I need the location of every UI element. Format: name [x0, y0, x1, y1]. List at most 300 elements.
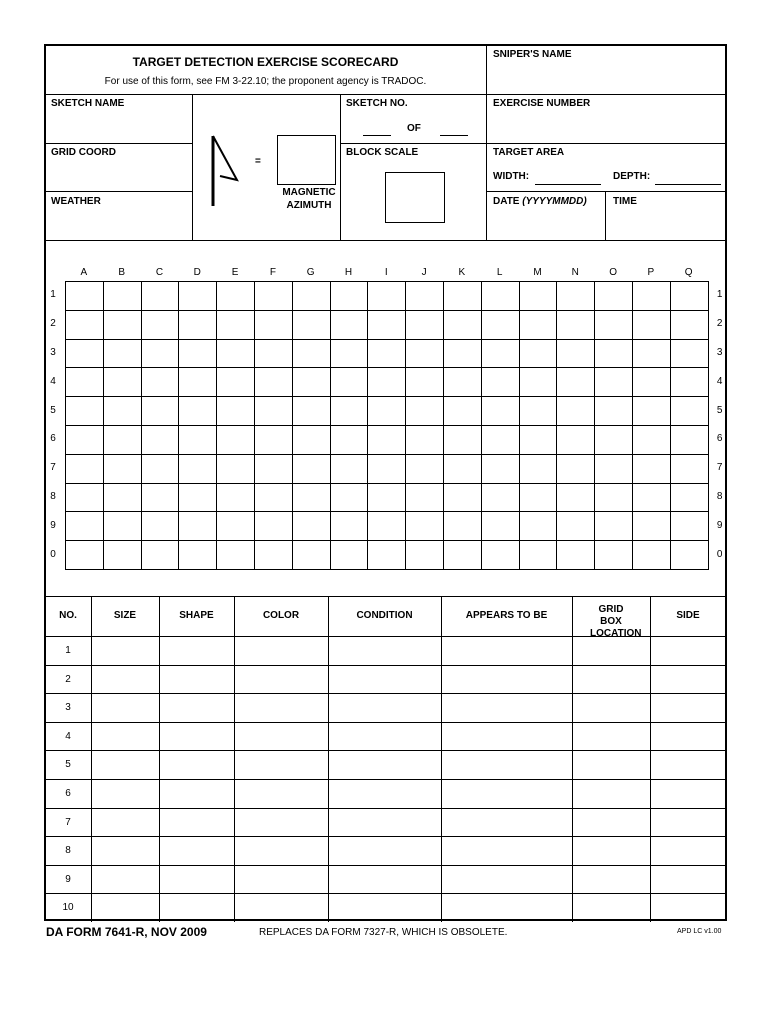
grid-cell[interactable]	[66, 368, 102, 395]
grid-cell[interactable]	[104, 368, 140, 395]
table-cell-input[interactable]	[160, 723, 233, 750]
grid-cell[interactable]	[482, 340, 518, 367]
sketch-of-field[interactable]	[440, 135, 468, 136]
sketch-name-field[interactable]	[47, 110, 190, 141]
grid-cell[interactable]	[66, 484, 102, 511]
grid-cell[interactable]	[633, 484, 669, 511]
grid-cell[interactable]	[633, 455, 669, 482]
table-row-number: 1	[65, 645, 71, 656]
table-cell-input[interactable]	[651, 637, 725, 664]
grid-cell[interactable]	[671, 455, 707, 482]
grid-cell[interactable]	[482, 455, 518, 482]
table-cell-input[interactable]	[92, 637, 158, 664]
grid-cell[interactable]	[557, 282, 593, 309]
grid-row-label-right: 7	[716, 462, 723, 474]
table-cell-input[interactable]	[442, 866, 571, 893]
table-cell-input[interactable]	[235, 894, 327, 921]
grid-cell[interactable]	[66, 512, 102, 539]
grid-cell[interactable]	[520, 282, 556, 309]
grid-cell[interactable]	[142, 426, 178, 453]
divider	[605, 191, 606, 240]
table-cell-input[interactable]	[651, 809, 725, 836]
grid-cell[interactable]	[595, 512, 631, 539]
snipers-name-field[interactable]	[488, 62, 724, 92]
grid-cell[interactable]	[406, 340, 442, 367]
grid-cell[interactable]	[671, 397, 707, 424]
grid-cell[interactable]	[406, 282, 442, 309]
grid-row-label-left: 7	[50, 462, 56, 474]
divider	[45, 240, 726, 241]
grid-cell[interactable]	[142, 512, 178, 539]
time-field[interactable]	[607, 208, 724, 238]
grid-cell[interactable]	[595, 340, 631, 367]
table-header-cell: COLOR	[262, 610, 300, 621]
grid-cell[interactable]	[104, 340, 140, 367]
grid-cell[interactable]	[406, 397, 442, 424]
grid-coord-label: GRID COORD	[51, 147, 116, 158]
grid-cell[interactable]	[368, 541, 404, 568]
table-cell-input[interactable]	[329, 866, 440, 893]
grid-cell[interactable]	[671, 484, 707, 511]
table-cell-input[interactable]	[160, 751, 233, 778]
grid-cell[interactable]	[595, 368, 631, 395]
grid-cell[interactable]	[293, 311, 329, 338]
grid-cell[interactable]	[293, 368, 329, 395]
grid-cell[interactable]	[217, 426, 253, 453]
grid-row-label-right: 8	[716, 491, 723, 502]
grid-cell[interactable]	[444, 426, 480, 453]
grid-cell[interactable]	[368, 282, 404, 309]
grid-cell[interactable]	[104, 484, 140, 511]
grid-cell[interactable]	[444, 340, 480, 367]
grid-cell[interactable]	[482, 484, 518, 511]
grid-cell[interactable]	[217, 340, 253, 367]
grid-cell[interactable]	[66, 426, 102, 453]
grid-row-label-right: 5	[716, 404, 723, 416]
table-cell-input[interactable]	[651, 751, 725, 778]
grid-row-label-right: 9	[716, 519, 723, 531]
grid-column-label: N	[571, 267, 579, 278]
divider	[45, 143, 192, 144]
sketch-no-label: SKETCH NO.	[346, 98, 408, 109]
grid-cell[interactable]	[671, 541, 707, 568]
table-header-cell: CONDITION	[356, 610, 413, 621]
grid-cell[interactable]	[217, 368, 253, 395]
grid-cell[interactable]	[482, 512, 518, 539]
table-cell-input[interactable]	[442, 666, 571, 693]
table-cell-input[interactable]	[160, 666, 233, 693]
grid-column-label: E	[231, 267, 239, 278]
table-cell-input[interactable]	[651, 694, 725, 721]
table-cell-input[interactable]	[329, 666, 440, 693]
divider	[45, 94, 726, 95]
table-cell-input[interactable]	[92, 666, 158, 693]
grid-cell[interactable]	[595, 426, 631, 453]
table-cell-input[interactable]	[160, 694, 233, 721]
grid-cell[interactable]	[331, 541, 367, 568]
grid-cell[interactable]	[444, 311, 480, 338]
grid-cell[interactable]	[331, 340, 367, 367]
grid-cell[interactable]	[557, 397, 593, 424]
table-header-cell: SHAPE	[179, 610, 214, 621]
grid-row-label-left: 8	[50, 491, 56, 502]
table-cell-input[interactable]	[651, 866, 725, 893]
grid-cell[interactable]	[406, 484, 442, 511]
date-field[interactable]	[488, 208, 603, 238]
grid-cell[interactable]	[520, 340, 556, 367]
grid-cell[interactable]	[520, 455, 556, 482]
grid-cell[interactable]	[142, 397, 178, 424]
grid-cell[interactable]	[255, 541, 291, 568]
grid-column-label: Q	[684, 267, 693, 278]
weather-field[interactable]	[47, 208, 190, 238]
table-cell-input[interactable]	[573, 723, 649, 750]
table-cell-input[interactable]	[235, 723, 327, 750]
grid-cell[interactable]	[595, 397, 631, 424]
table-cell-input[interactable]	[160, 866, 233, 893]
grid-cell[interactable]	[293, 340, 329, 367]
table-cell-input[interactable]	[651, 837, 725, 864]
table-cell-input[interactable]	[92, 866, 158, 893]
grid-cell[interactable]	[179, 455, 215, 482]
grid-cell[interactable]	[255, 397, 291, 424]
grid-cell[interactable]	[104, 541, 140, 568]
grid-cell[interactable]	[595, 484, 631, 511]
table-cell-input[interactable]	[160, 637, 233, 664]
grid-cell[interactable]	[520, 311, 556, 338]
sketch-no-field[interactable]	[363, 135, 391, 136]
table-cell-input[interactable]	[442, 894, 571, 921]
grid-cell[interactable]	[142, 484, 178, 511]
block-scale-box[interactable]	[385, 172, 445, 223]
grid-cell[interactable]	[671, 426, 707, 453]
table-cell-input[interactable]	[329, 637, 440, 664]
grid-cell[interactable]	[482, 282, 518, 309]
grid-column-label: A	[80, 267, 88, 278]
grid-cell[interactable]	[217, 484, 253, 511]
grid-cell[interactable]	[444, 484, 480, 511]
table-cell-input[interactable]	[235, 751, 327, 778]
grid-cell[interactable]	[331, 397, 367, 424]
grid-cell[interactable]	[217, 541, 253, 568]
grid-cell[interactable]	[179, 340, 215, 367]
table-cell-input[interactable]	[329, 694, 440, 721]
target-area-label: TARGET AREA	[493, 147, 565, 158]
grid-cell[interactable]	[557, 541, 593, 568]
table-cell-input[interactable]	[92, 837, 158, 864]
grid-cell[interactable]	[482, 426, 518, 453]
grid-coord-field[interactable]	[47, 160, 190, 189]
grid-cell[interactable]	[293, 484, 329, 511]
grid-cell[interactable]	[179, 397, 215, 424]
grid-cell[interactable]	[66, 455, 102, 482]
grid-cell[interactable]	[104, 426, 140, 453]
grid-cell[interactable]	[293, 397, 329, 424]
grid-cell[interactable]	[66, 340, 102, 367]
grid-row-label-left: 6	[50, 433, 56, 445]
table-cell-input[interactable]	[442, 837, 571, 864]
date-label	[493, 196, 587, 207]
grid-cell[interactable]	[671, 282, 707, 309]
grid-cell[interactable]	[255, 340, 291, 367]
table-cell-input[interactable]	[442, 694, 571, 721]
divider	[486, 191, 726, 192]
table-cell-input[interactable]	[92, 780, 158, 807]
grid-cell[interactable]	[557, 340, 593, 367]
table-cell-input[interactable]	[235, 866, 327, 893]
grid-cell[interactable]	[557, 311, 593, 338]
grid-cell[interactable]	[104, 397, 140, 424]
grid-cell[interactable]	[482, 541, 518, 568]
grid-column-label: B	[118, 267, 126, 278]
table-cell-input[interactable]	[235, 809, 327, 836]
grid-cell[interactable]	[293, 282, 329, 309]
grid-column-label: I	[384, 267, 388, 278]
grid-cell[interactable]	[482, 397, 518, 424]
table-cell-input[interactable]	[573, 837, 649, 864]
grid-cell[interactable]	[595, 282, 631, 309]
table-cell-input[interactable]	[92, 751, 158, 778]
table-cell-input[interactable]	[92, 694, 158, 721]
grid-cell[interactable]	[104, 455, 140, 482]
grid-cell[interactable]	[368, 397, 404, 424]
grid-cell[interactable]	[179, 426, 215, 453]
table-cell-input[interactable]	[329, 751, 440, 778]
table-cell-input[interactable]	[442, 780, 571, 807]
table-cell-input[interactable]	[651, 894, 725, 921]
grid-cell[interactable]	[255, 455, 291, 482]
table-cell-input[interactable]	[442, 751, 571, 778]
grid-cell[interactable]	[179, 311, 215, 338]
table-cell-input[interactable]	[160, 809, 233, 836]
grid-cell[interactable]	[331, 484, 367, 511]
grid-cell[interactable]	[444, 282, 480, 309]
grid-cell[interactable]	[255, 484, 291, 511]
grid-cell[interactable]	[368, 484, 404, 511]
grid-cell[interactable]	[520, 397, 556, 424]
grid-cell[interactable]	[557, 455, 593, 482]
grid-cell[interactable]	[557, 512, 593, 539]
grid-cell[interactable]	[557, 368, 593, 395]
table-cell-input[interactable]	[160, 894, 233, 921]
grid-cell[interactable]	[142, 541, 178, 568]
grid-cell[interactable]	[255, 368, 291, 395]
grid-cell[interactable]	[520, 541, 556, 568]
table-cell-input[interactable]	[573, 866, 649, 893]
grid-cell[interactable]	[331, 426, 367, 453]
table-cell-input[interactable]	[329, 723, 440, 750]
table-cell-input[interactable]	[573, 694, 649, 721]
table-cell-input[interactable]	[573, 751, 649, 778]
grid-cell[interactable]	[557, 426, 593, 453]
table-cell-input[interactable]	[329, 809, 440, 836]
time-label: TIME	[613, 196, 637, 207]
grid-cell[interactable]	[671, 512, 707, 539]
grid-cell[interactable]	[255, 282, 291, 309]
grid-column-label: K	[458, 267, 466, 278]
grid-cell[interactable]	[633, 368, 669, 395]
grid-cell[interactable]	[406, 512, 442, 539]
grid-cell[interactable]	[293, 426, 329, 453]
grid-cell[interactable]	[66, 541, 102, 568]
grid-cell[interactable]	[520, 368, 556, 395]
grid-cell[interactable]	[293, 512, 329, 539]
table-cell-input[interactable]	[573, 809, 649, 836]
grid-cell[interactable]	[520, 484, 556, 511]
table-row-number: 4	[65, 730, 71, 742]
grid-cell[interactable]	[179, 368, 215, 395]
exercise-number-field[interactable]	[488, 110, 724, 141]
grid-cell[interactable]	[104, 282, 140, 309]
divider	[45, 596, 726, 597]
grid-cell[interactable]	[255, 512, 291, 539]
grid-cell[interactable]	[633, 541, 669, 568]
grid-cell[interactable]	[482, 368, 518, 395]
table-cell-input[interactable]	[235, 666, 327, 693]
table-cell-input[interactable]	[442, 637, 571, 664]
grid-cell[interactable]	[368, 512, 404, 539]
table-cell-input[interactable]	[651, 666, 725, 693]
grid-cell[interactable]	[633, 426, 669, 453]
grid-cell[interactable]	[368, 311, 404, 338]
table-cell-input[interactable]	[573, 780, 649, 807]
table-cell-input[interactable]	[329, 837, 440, 864]
grid-cell[interactable]	[444, 541, 480, 568]
grid-cell[interactable]	[633, 311, 669, 338]
depth-field[interactable]	[655, 184, 721, 185]
grid-cell[interactable]	[671, 311, 707, 338]
grid-row-label-left: 5	[50, 404, 56, 416]
equals-sign: =	[255, 156, 261, 167]
grid-cell[interactable]	[595, 455, 631, 482]
grid-cell[interactable]	[444, 368, 480, 395]
grid-cell[interactable]	[142, 311, 178, 338]
grid-cell[interactable]	[217, 455, 253, 482]
grid-cell[interactable]	[217, 311, 253, 338]
table-cell-input[interactable]	[329, 894, 440, 921]
grid-row-label-right: 4	[716, 375, 723, 387]
grid-cell[interactable]	[331, 455, 367, 482]
grid-cell[interactable]	[104, 311, 140, 338]
weather-label: WEATHER	[51, 196, 101, 207]
grid-cell[interactable]	[368, 340, 404, 367]
grid-cell[interactable]	[520, 512, 556, 539]
grid-cell[interactable]	[368, 455, 404, 482]
grid-cell[interactable]	[293, 455, 329, 482]
table-row-number: 10	[62, 902, 74, 914]
grid-cell[interactable]	[368, 368, 404, 395]
grid-cell[interactable]	[633, 340, 669, 367]
grid-cell[interactable]	[293, 541, 329, 568]
grid-cell[interactable]	[444, 397, 480, 424]
table-cell-input[interactable]	[160, 780, 233, 807]
grid-cell[interactable]	[633, 512, 669, 539]
grid-cell[interactable]	[217, 282, 253, 309]
grid-cell[interactable]	[406, 426, 442, 453]
of-label: OF	[407, 123, 421, 134]
grid-cell[interactable]	[671, 340, 707, 367]
grid-cell[interactable]	[444, 512, 480, 539]
grid-cell[interactable]	[406, 541, 442, 568]
table-cell-input[interactable]	[92, 723, 158, 750]
table-cell-input[interactable]	[160, 837, 233, 864]
grid-cell[interactable]	[406, 311, 442, 338]
grid-cell[interactable]	[595, 311, 631, 338]
snipers-name-label: SNIPER'S NAME	[493, 49, 572, 60]
grid-cell[interactable]	[444, 455, 480, 482]
date-label-text: DATE	[493, 196, 523, 207]
table-cell-input[interactable]	[329, 780, 440, 807]
grid-cell[interactable]	[66, 311, 102, 338]
table-header-cell: GRID BOX LOCATION	[590, 604, 642, 639]
table-cell-input[interactable]	[442, 809, 571, 836]
grid-row-label-left: 2	[50, 318, 56, 330]
grid-cell[interactable]	[482, 311, 518, 338]
grid-cell[interactable]	[66, 282, 102, 309]
width-field[interactable]	[535, 184, 601, 185]
grid-cell[interactable]	[217, 397, 253, 424]
grid-cell[interactable]	[255, 426, 291, 453]
grid-cell[interactable]	[633, 397, 669, 424]
table-cell-input[interactable]	[235, 837, 327, 864]
grid-cell[interactable]	[595, 541, 631, 568]
table-cell-input[interactable]	[573, 666, 649, 693]
grid-row-label-right: 6	[716, 433, 723, 445]
grid-cell[interactable]	[179, 484, 215, 511]
table-row-number: 9	[65, 873, 71, 885]
grid-cell[interactable]	[368, 426, 404, 453]
table-cell-input[interactable]	[235, 637, 327, 664]
table-cell-input[interactable]	[442, 723, 571, 750]
table-cell-input[interactable]	[235, 780, 327, 807]
grid-cell[interactable]	[406, 368, 442, 395]
grid-cell[interactable]	[633, 282, 669, 309]
grid-cell[interactable]	[331, 311, 367, 338]
grid-cell[interactable]	[255, 311, 291, 338]
table-cell-input[interactable]	[573, 894, 649, 921]
grid-cell[interactable]	[331, 282, 367, 309]
form-title: TARGET DETECTION EXERCISE SCORECARD	[132, 55, 399, 69]
grid-cell[interactable]	[217, 512, 253, 539]
table-cell-input[interactable]	[651, 723, 725, 750]
table-cell-input[interactable]	[573, 637, 649, 664]
grid-cell[interactable]	[520, 426, 556, 453]
grid-cell[interactable]	[104, 512, 140, 539]
grid-cell[interactable]	[179, 282, 215, 309]
table-cell-input[interactable]	[235, 694, 327, 721]
grid-cell[interactable]	[179, 541, 215, 568]
divider	[192, 94, 193, 240]
grid-cell[interactable]	[142, 368, 178, 395]
grid-cell[interactable]	[557, 484, 593, 511]
grid-cell[interactable]	[179, 512, 215, 539]
sketch-name-label: SKETCH NAME	[51, 98, 125, 109]
grid-cell[interactable]	[142, 340, 178, 367]
grid-cell[interactable]	[142, 282, 178, 309]
grid-cell[interactable]	[66, 397, 102, 424]
grid-column-label: C	[155, 267, 164, 278]
grid-cell[interactable]	[671, 368, 707, 395]
grid-cell[interactable]	[331, 368, 367, 395]
table-cell-input[interactable]	[651, 780, 725, 807]
table-cell-input[interactable]	[92, 894, 158, 921]
table-row-number: 5	[65, 759, 71, 771]
magnetic-azimuth-box[interactable]	[277, 135, 336, 185]
grid-cell[interactable]	[142, 455, 178, 482]
table-cell-input[interactable]	[92, 809, 158, 836]
grid-cell[interactable]	[331, 512, 367, 539]
grid-cell[interactable]	[406, 455, 442, 482]
